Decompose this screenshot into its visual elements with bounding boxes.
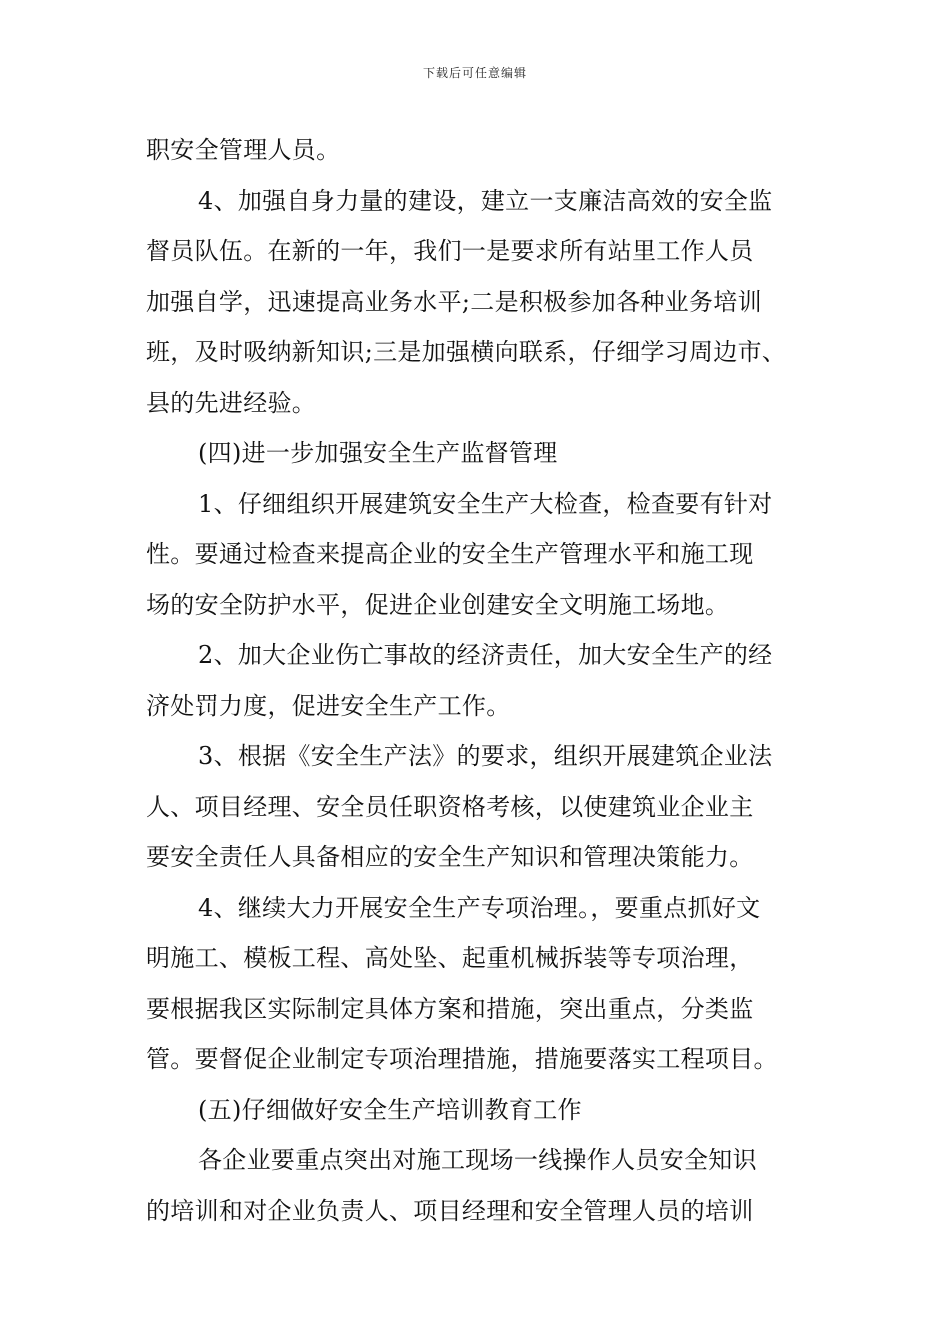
paragraph-start: 各企业要重点突出对施工现场一线操作人员安全知识 (198, 1146, 757, 1174)
text-line: 场的安全防护水平，促进企业创建安全文明施工场地。 (146, 590, 730, 619)
paragraph-start: 2、加大企业伤亡事故的经济责任，加大安全生产的经 (198, 641, 773, 669)
section-heading: (五)仔细做好安全生产培训教育工作 (198, 1095, 582, 1124)
text-line: 要安全责任人具备相应的安全生产知识和管理决策能力。 (146, 843, 754, 871)
section-heading: (四)进一步加强安全生产监督管理 (198, 439, 558, 467)
paragraph-start: 1、仔细组织开展建筑安全生产大检查，检查要有针对 (198, 489, 773, 518)
text-line: 济处罚力度，促进安全生产工作。 (146, 691, 511, 720)
paragraph-start: 4、继续大力开展安全生产专项治理。，要重点抓好文 (198, 893, 761, 922)
text-line: 明施工、模板工程、高处坠、起重机械拆装等专项治理， (146, 944, 754, 972)
text-line: 督员队伍。在新的一年，我们一是要求所有站里工作人员 (146, 237, 754, 265)
text-line: 职安全管理人员。 (146, 136, 341, 164)
text-line: 管。要督促企业制定专项治理措施，措施要落实工程项目。 (146, 1045, 778, 1073)
text-line: 人、项目经理、安全员任职资格考核，以使建筑业企业主 (146, 792, 754, 821)
text-line: 要根据我区实际制定具体方案和措施，突出重点，分类监 (146, 994, 754, 1023)
text-line: 性。要通过检查来提高企业的安全生产管理水平和施工现 (146, 540, 754, 568)
text-line: 的培训和对企业负责人、项目经理和安全管理人员的培训 (146, 1196, 754, 1225)
paragraph-start: 4、加强自身力量的建设，建立一支廉洁高效的安全监 (198, 186, 773, 215)
text-line: 加强自学，迅速提高业务水平;二是积极参加各种业务培训 (146, 287, 762, 316)
paragraph-start: 3、根据《安全生产法》的要求，组织开展建筑企业法 (198, 742, 773, 770)
text-line: 县的先进经验。 (146, 388, 317, 417)
document-body (146, 125, 816, 1236)
page-header: 下载后可任意编辑 (422, 66, 527, 80)
text-line: 班，及时吸纳新知识;三是加强横向联系，仔细学习周边市、 (146, 338, 787, 366)
